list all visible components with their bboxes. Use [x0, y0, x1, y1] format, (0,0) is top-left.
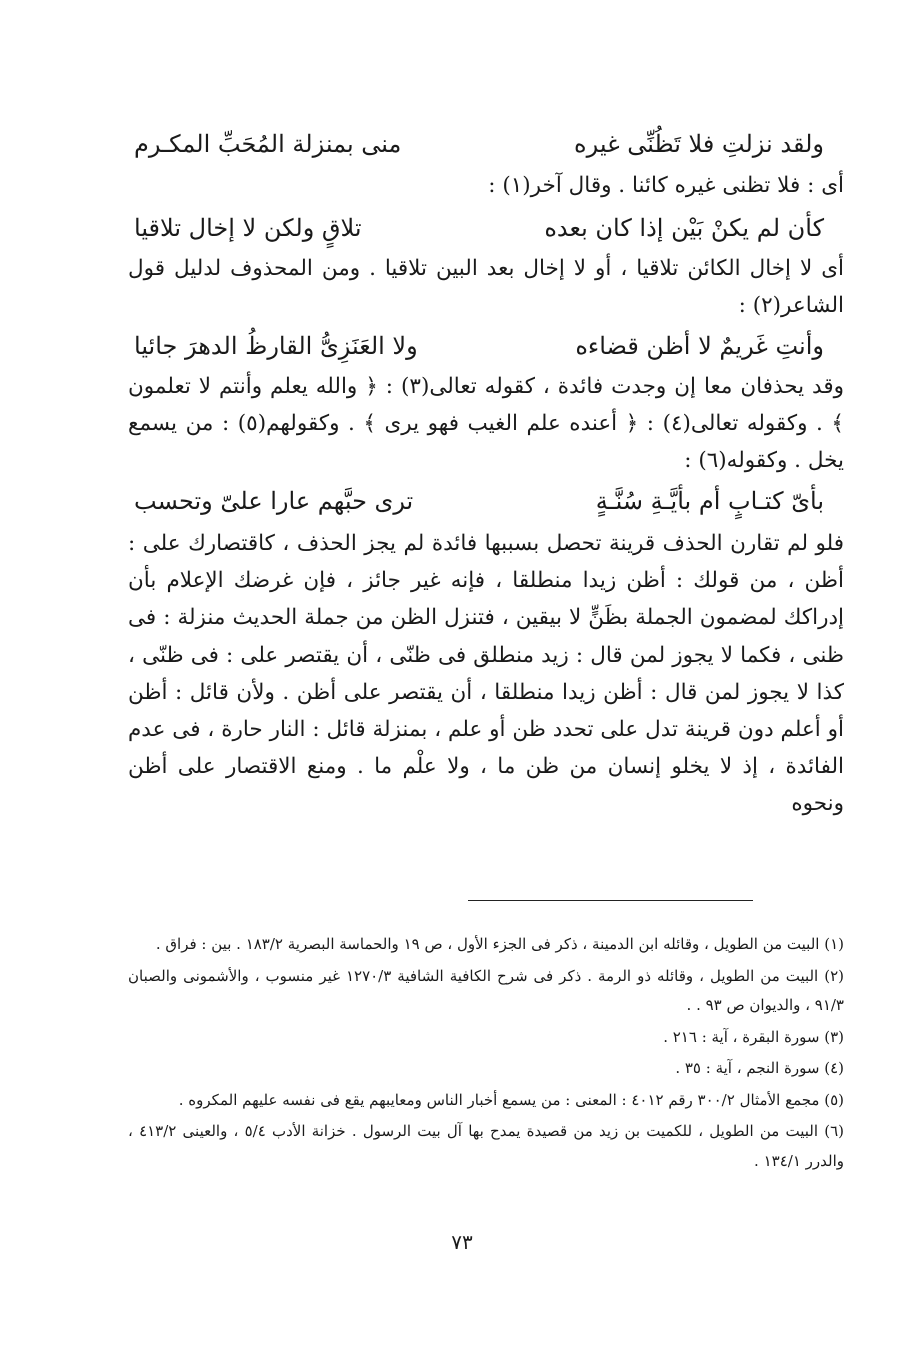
verse-first-hemistich: كأن لم يكنْ بَيْن إذا كان بعده: [544, 214, 824, 242]
footnotes: [128, 930, 844, 1178]
footnote: (٢) البيت من الطويل ، وقائله ذو الرمة . ذكر فى شرح الكافية الشافية ١٢٧٠/٣ غير منسوب ، والأشمونى والصبان ٩١/٣ ، والديوان ص ٩٣ . .: [128, 966, 844, 1014]
paragraph: أى : فلا تظنى غيره كائنا . وقال آخر(١) :: [488, 173, 844, 198]
verse-second-hemistich: ولا العَنَزِىُّ القارظُ الدهرَ جائيا: [134, 332, 418, 360]
verse-second-hemistich: منى بمنزلة المُحَبِّ المكـرم: [134, 130, 402, 158]
verse-first-hemistich: وأنتِ غَريمٌ لا أظن قضاءه: [575, 332, 824, 360]
paragraph: فلو لم تقارن الحذف قرينة تحصل بسببها فائدة لم يجز الحذف ، كاقتصارك على : أظن ، من قولك : أظن زيدا منطلقا ، فإنه غير جائز ، فإن غرضك الإعلام بأن إدراكك لمضمون الجملة بظَنٍّ لا بيقين ، فتنزل الظن من جملة الحديث منزلة : فى ظنى ، فكما لا يجوز لمن قال : زيد منطلق فى ظنّى ، أن يقتصر على : فى ظنّى ، كذا لا يجوز لمن قال : أظن زيدا منطلقا ، أن يقتصر على أظن . ولأن قائل : أظن أو أعلم دون قرينة تدل على تحدد ظن أو علم ، بمنزلة قائل : النار حارة ، فى عدم الفائدة ، إذ لا يخلو إنسان من ظن ما ، ولا علْم ما . ومنع الاقتصار على أظن ونحوه: [128, 531, 844, 817]
paragraph: وقد يحذفان معا إن وجدت فائدة ، كقوله تعالى(٣) : ﴿ والله يعلم وأنتم لا تعلمون ﴾ . وكقوله تعالى(٤) : ﴿ أعنده علم الغيب فهو يرى ﴾ . وكقولهم(٥) : من يسمع يخل . وكقوله(٦) :: [128, 374, 844, 473]
verse-first-hemistich: ولقد نزلتِ فلا تَظُنِّى غيره: [574, 130, 824, 158]
verse-line: [128, 206, 844, 250]
footnote-separator: [468, 900, 753, 901]
paragraph: أى لا إخال الكائن تلاقيا ، أو لا إخال بعد البين تلاقيا . ومن المحذوف لدليل قول الشاعر(٢) :: [128, 256, 844, 318]
verse-first-hemistich: بأىّ كتـابٍ أم بأيَّـةِ سُنَّـةٍ: [595, 487, 824, 515]
page-number: ٧٣: [451, 1230, 473, 1254]
verse-second-hemistich: تلاقٍ ولكن لا إخال تلاقيا: [134, 214, 362, 242]
verse-line: [128, 324, 844, 368]
footnote: (٤) سورة النجم ، آية : ٣٥ .: [675, 1059, 844, 1077]
footnote: (٣) سورة البقرة ، آية : ٢١٦ .: [663, 1027, 844, 1046]
verse-second-hemistich: ترى حبَّهم عارا علىّ وتحسب: [134, 487, 414, 515]
footnote: (٥) مجمع الأمثال ٣٠٠/٢ رقم ٤٠١٢ : المعنى : من يسمع أخبار الناس ومعايبهم يقع فى نفسه عليهم المكروه .: [178, 1090, 844, 1109]
footnote: (١) البيت من الطويل ، وقائله ابن الدمينة ، ذكر فى الجزء الأول ، ص ١٩ والحماسة البصرية ١٨٣/٢ . بين : فراق .: [155, 935, 844, 953]
verse-line: [128, 122, 844, 166]
verse-line: [128, 479, 844, 523]
page-body: [128, 122, 844, 823]
footnote: (٦) البيت من الطويل ، للكميت بن زيد من قصيدة يمدح بها آل بيت الرسول . خزانة الأدب ٥/٤ ، والعينى ٤١٣/٢ ، والدرر ١٣٤/١ .: [128, 1122, 845, 1170]
